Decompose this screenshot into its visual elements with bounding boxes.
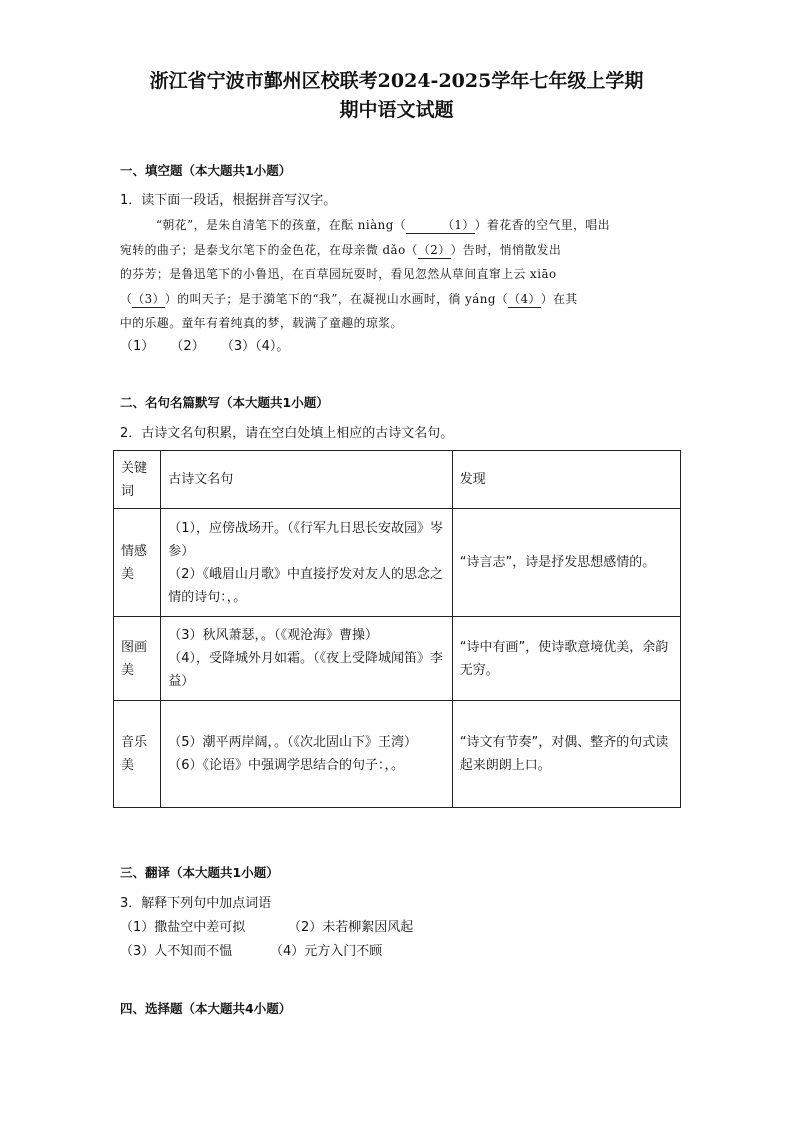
doc-title-line2: 期中语文试题 [339, 99, 454, 121]
answer-slot: （3）（4）。 [220, 339, 290, 354]
section-heading-recitation: 二、名句名篇默写（本大题共1小题） [120, 395, 329, 410]
answer-slot: （1） [120, 339, 155, 354]
answer-slot: （2） [170, 339, 205, 354]
blank-4: （4） [508, 291, 541, 306]
header-poem: 古诗文名句 [161, 451, 453, 509]
row-keyword: 情感美 [114, 509, 161, 617]
passage-text: 的芬芳；是鲁迅笔下的小鲁迅，在百草园玩耍时，看见忽然从草间直窜上云 xiāo [120, 267, 557, 281]
question-3-prompt: 3．解释下列句中加点词语 [120, 896, 272, 911]
blank-2: （2） [417, 242, 451, 257]
passage-text: ）的叫天子；是于漪笔下的“我”，在凝视山水画时，徜 yáng（ [164, 291, 509, 306]
poem-line: （5）潮平两岸阔，。（《次北固山下》王湾） [168, 735, 418, 750]
question-1-answer-slots [120, 338, 301, 356]
passage-text: ）告时，悄悄散发出 [450, 242, 562, 257]
question-1-prompt: 1．读下面一段话，根据拼音写汉字。 [120, 193, 337, 208]
table-header-row [114, 451, 681, 509]
passage-text: 中的乐趣。童年有着纯真的梦，载满了童趣的琼浆。 [120, 316, 403, 330]
table-row [114, 701, 681, 808]
row-finding: “诗言志”，诗是抒发思想感情的。 [452, 509, 680, 617]
row-finding: “诗文有节奏”，对偶、整齐的句式读起来朗朗上口。 [452, 701, 680, 808]
poem-line: （2）《峨眉山月歌》中直接抒发对友人的思念之情的诗句：，。 [168, 566, 444, 605]
poem-line: （3）秋风萧瑟，。（《观沧海》曹操） [168, 628, 379, 643]
row-poems [161, 509, 453, 617]
translation-item: （3）人不知而不愠 [120, 944, 233, 959]
header-finding: 发现 [452, 451, 680, 509]
poem-table [113, 450, 681, 808]
passage-text: （ [120, 291, 133, 306]
blank-1: （1） [406, 218, 475, 234]
poem-line: （4），受降城外月如霜。（《夜上受降城闻笛》李益） [168, 651, 444, 689]
translation-item: （1）撒盐空中差可拟 [120, 920, 246, 935]
poem-line: （1），应傍战场开。（《行军九日思长安故园》岑参） [168, 520, 444, 559]
question-1-passage [120, 213, 680, 336]
passage-text: ）着花香的空气里，唱出 [474, 218, 611, 232]
section-heading-fill-blank: 一、填空题（本大题共1小题） [120, 163, 292, 178]
blank-3: （3） [132, 291, 165, 306]
row-keyword: 音乐美 [114, 701, 161, 808]
row-keyword: 图画美 [114, 617, 161, 701]
doc-title-line1: 浙江省宁波市鄞州区校联考2024-2025学年七年级上学期 [149, 70, 644, 92]
section-heading-choice: 四、选择题（本大题共4小题） [120, 1001, 292, 1016]
question-2-prompt: 2．古诗文名句积累，请在空白处填上相应的古诗文名句。 [120, 426, 454, 441]
row-finding: “诗中有画”，使诗歌意境优美，余韵无穷。 [452, 617, 680, 701]
passage-text: “朝花”，是朱自清笔下的孩童，在酝 niàng（ [156, 218, 407, 232]
header-keyword: 关键词 [114, 451, 161, 509]
translation-item: （2）未若柳絮因风起 [288, 920, 414, 935]
row-poems [161, 701, 453, 808]
passage-text: ）在其 [540, 291, 578, 306]
table-row [114, 509, 681, 617]
passage-text: 宛转的曲子；是泰戈尔笔下的金色花，在母亲微 dǎo（ [120, 242, 418, 257]
translation-item: （4）元方入门不顾 [270, 944, 383, 959]
table-row [114, 617, 681, 701]
row-poems [161, 617, 453, 701]
question-3-items [120, 916, 413, 964]
poem-line: （6）《论语》中强调学思结合的句子：，。 [168, 758, 405, 773]
section-heading-translation: 三、翻译（本大题共1小题） [120, 865, 279, 880]
